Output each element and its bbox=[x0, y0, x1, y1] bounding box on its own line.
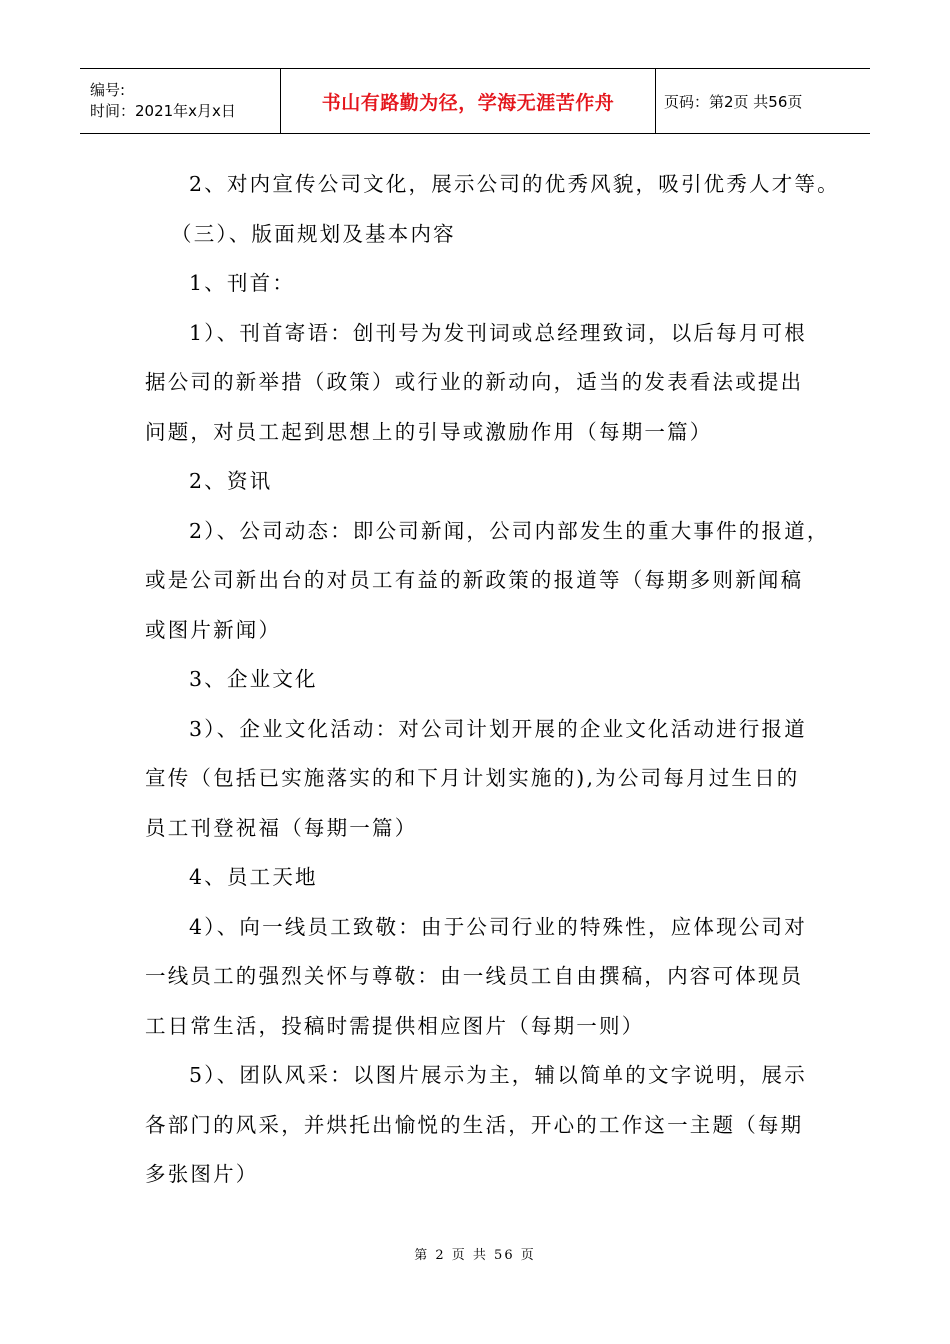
body-line: 工日常生活，投稿时需提供相应图片（每期一则） bbox=[145, 1013, 645, 1038]
body-line: 3）、企业文化活动：对公司计划开展的企业文化活动进行报道 bbox=[189, 716, 807, 741]
header-motto-cell bbox=[280, 69, 656, 133]
body-line: 3、企业文化 bbox=[189, 667, 318, 691]
body-line: 4）、向一线员工致敬：由于公司行业的特殊性，应体现公司对 bbox=[189, 914, 807, 939]
page-footer: 第 2 页 共 56 页 bbox=[414, 1248, 536, 1263]
body-line: 各部门的风采，并烘托出愉悦的生活，开心的工作这一主题（每期 bbox=[145, 1112, 804, 1137]
body-line: 5）、团队风采：以图片展示为主，辅以简单的文字说明，展示 bbox=[189, 1063, 807, 1087]
document-number-label: 编号: bbox=[90, 81, 126, 99]
body-line: 1、刊首： bbox=[189, 271, 296, 295]
document-date: 时间：2021年x月x日 bbox=[90, 102, 236, 120]
body-line: 宣传（包括已实施落实的和下月计划实施的),为公司每月过生日的 bbox=[145, 766, 800, 790]
body-line: 或是公司新出台的对员工有益的新政策的报道等（每期多则新闻稿 bbox=[145, 568, 804, 592]
header-motto: 书山有路勤为径，学海无涯苦作舟 bbox=[321, 91, 615, 114]
body-line: （三）、版面规划及基本内容 bbox=[171, 221, 456, 246]
body-line: 2、对内宣传公司文化，展示公司的优秀风貌，吸引优秀人才等。 bbox=[189, 172, 840, 196]
body-line: 员工刊登祝福（每期一篇） bbox=[145, 815, 418, 840]
body-line: 多张图片） bbox=[145, 1162, 259, 1186]
header-page-info-cell bbox=[656, 69, 870, 133]
body-line: 2、资讯 bbox=[189, 469, 273, 493]
page-header bbox=[80, 68, 870, 134]
body-line: 4、员工天地 bbox=[189, 865, 318, 889]
document-body bbox=[145, 160, 840, 1200]
body-line: 1）、刊首寄语：创刊号为发刊词或总经理致词，以后每月可根 bbox=[189, 320, 807, 345]
header-meta bbox=[80, 69, 280, 133]
body-line: 据公司的新举措（政策）或行业的新动向，适当的发表看法或提出 bbox=[145, 370, 804, 394]
body-line: 或图片新闻） bbox=[145, 617, 282, 642]
body-line: 一线员工的强烈关怀与尊敬：由一线员工自由撰稿，内容可体现员 bbox=[145, 964, 804, 988]
body-line: 问题，对员工起到思想上的引导或激励作用（每期一篇） bbox=[145, 419, 713, 444]
body-line: 2）、公司动态：即公司新闻，公司内部发生的重大事件的报道， bbox=[189, 518, 830, 543]
header-page-info: 页码：第2页 共56页 bbox=[664, 92, 803, 111]
